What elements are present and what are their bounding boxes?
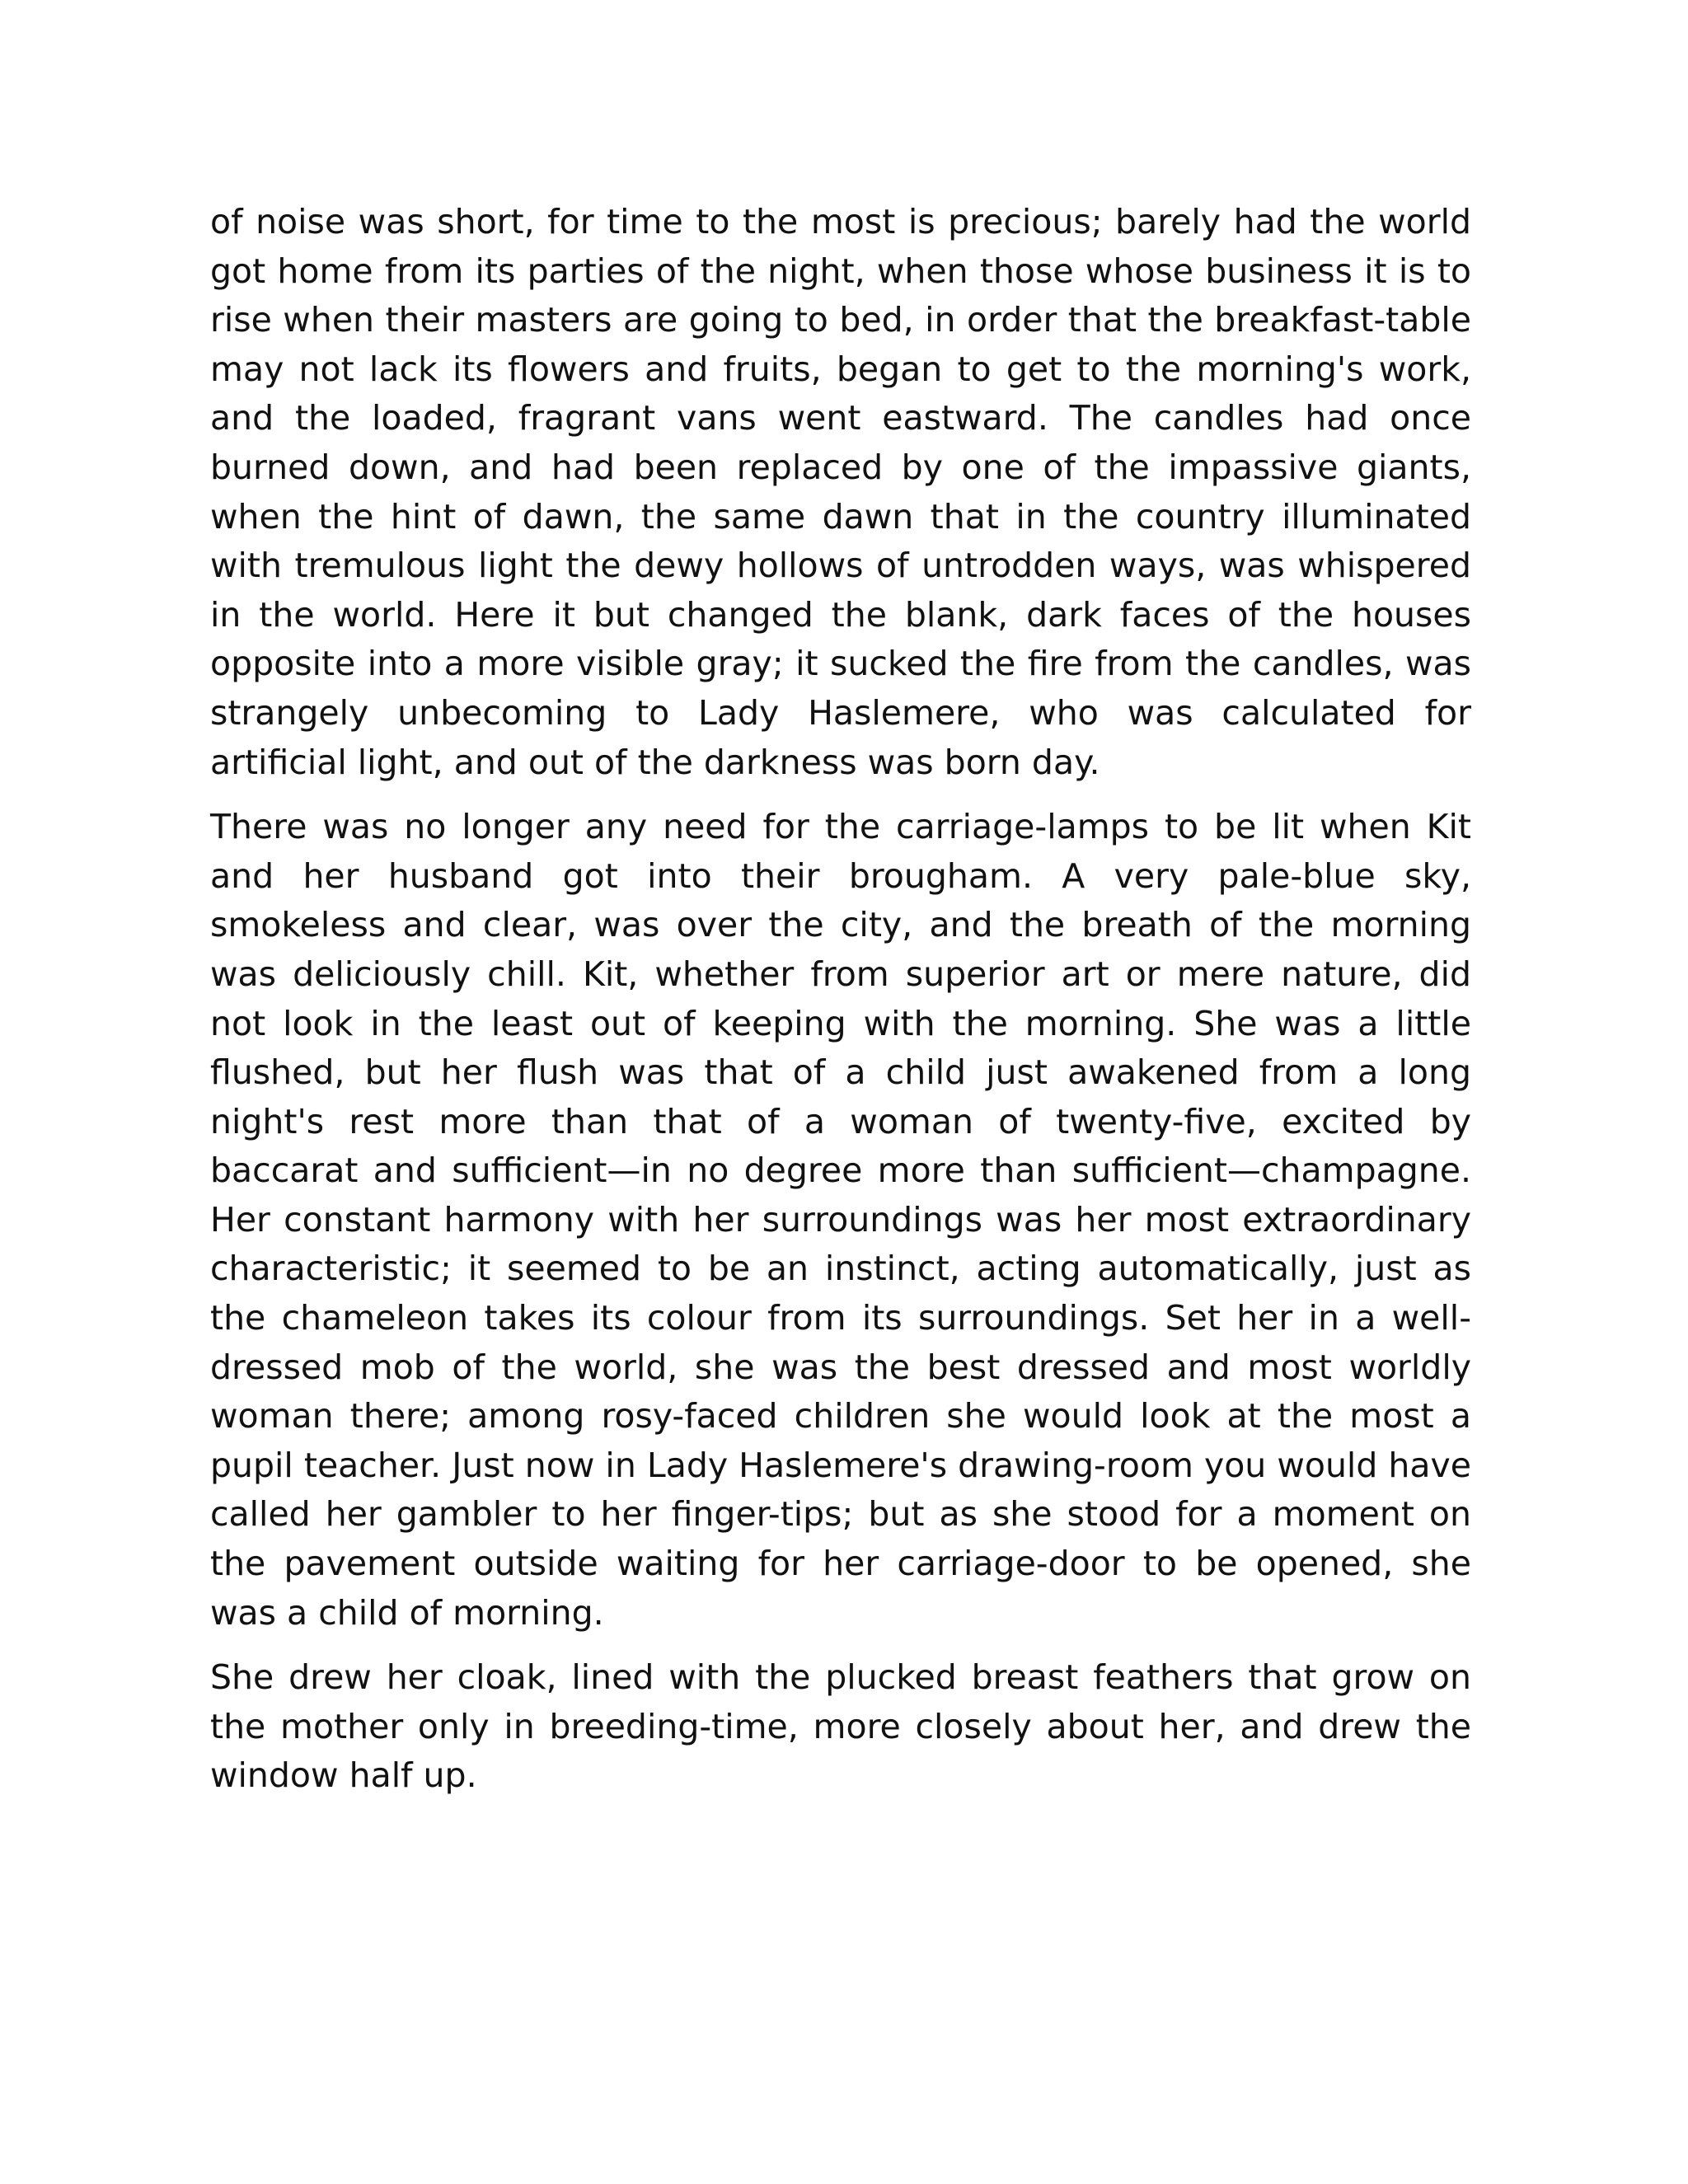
paragraph-2: There was no longer any need for the carriage-lamps to be lit when Kit and her husband got into their brougham. A very pale-blue sky, smokeless and clear, was over the city, and the breath of the morning was deliciously chill. Kit, whether from superior art or mere nature, did not look in the least out of keeping with the morning. She was a little flushed, but her flush was that of a child just awakened from a long night's rest more than that of a woman of twenty-five, excited by baccarat and sufficient—in no degree more than sufficient—champagne. Her constant harmony with her surroundings was her most extraordinary characteristic; it seemed to be an instinct, acting automatically, just as the chameleon takes its colour from its surroundings. Set her in a well-dressed mob of the world, she was the best dressed and most worldly woman there; among rosy-faced children she would look at the most a pupil teacher. Just now in Lady Haslemere's drawing-room you would have called her gambler to her finger-tips; but as she stood for a moment on the pavement outside waiting for her carriage-door to be opened, she was a child of morning. [210, 807, 1471, 1633]
paragraph-3: She drew her cloak, lined with the plucked breast feathers that grow on the mother only in breeding-time, more closely about her, and drew the window half up. [210, 1657, 1471, 1796]
paragraph-1: of noise was short, for time to the most is precious; barely had the world got home from its parties of the night, when those whose business it is to rise when their masters are going to bed, in order that the breakfast-table may not lack its flowers and fruits, began to get to the morning's work, and the loaded, fragrant vans went eastward. The candles had once burned down, and had been replaced by one of the impassive giants, when the hint of dawn, the same dawn that in the country illuminated with tremulous light the dewy hollows of untrodden ways, was whispered in the world. Here it but changed the blank, dark faces of the houses opposite into a more visible gray; it sucked the fire from the candles, was strangely unbecoming to Lady Haslemere, who was calculated for artificial light, and out of the darkness was born day. [210, 202, 1471, 782]
body-text [210, 198, 1471, 1801]
